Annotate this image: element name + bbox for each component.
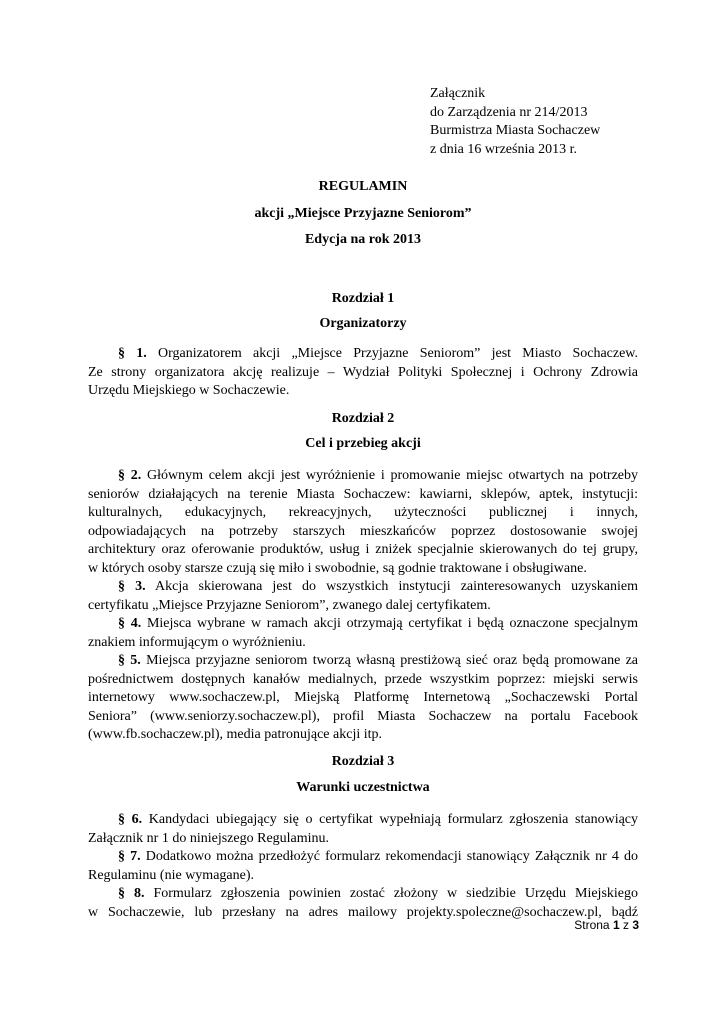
paragraph-8: [88, 885, 638, 922]
document-edition: Edycja na rok 2013: [304, 232, 422, 247]
paragraph-text: architektury oraz oferowanie produktów, usług i zniżek specjalnie skierowanych do tej grupy,: [88, 542, 638, 557]
attachment-line: Załącznik: [430, 86, 486, 101]
paragraph-mark: § 1.: [118, 346, 147, 361]
paragraph-text: Akcja skierowana jest do wszystkich instytucji zainteresowanych uzyskaniem: [155, 579, 638, 594]
paragraph-4: [88, 615, 638, 652]
paragraph-mark: § 3.: [118, 579, 146, 594]
paragraph-text: znakiem informującym o wyróżnieniu.: [88, 634, 306, 650]
paragraph-mark: § 8.: [118, 886, 145, 901]
paragraph-text: pośrednictwem dostępnych kanałów medialnych, przede wszystkim poprzez: miejski serwis: [88, 671, 638, 687]
paragraph-text: Ze strony organizatora akcję realizuje – Wydział Polityki Społecznej i Ochrony Zdrowia: [88, 364, 638, 380]
page-number-total: 3: [632, 918, 639, 932]
chapter-title: Warunki uczestnictwa: [296, 780, 430, 795]
paragraph-text: Formularz zgłoszenia powinien zostać złożony w siedzibie Urzędu Miejskiego: [153, 886, 639, 901]
chapter-number: Rozdział 3: [331, 754, 395, 769]
page-number-separator: z: [622, 918, 629, 932]
paragraph-text: Głównym celem akcji jest wyróżnienie i promowanie miejsc otwartych na potrzeby: [146, 468, 639, 483]
attachment-line: do Zarządzenia nr 214/2013: [430, 104, 588, 120]
page-number: [574, 918, 639, 932]
paragraph-mark: § 2.: [118, 468, 142, 483]
paragraph-5: [88, 652, 638, 745]
paragraph-text: Miejsca przyjazne seniorom tworzą własną prestiżową sieć oraz będą promowane za: [146, 653, 639, 668]
chapter-number: Rozdział 1: [331, 291, 395, 306]
attachment-header: [430, 85, 600, 159]
chapter-number: Rozdział 2: [331, 411, 395, 426]
attachment-line: z dnia 16 września 2013 r.: [430, 141, 577, 157]
paragraph-text: odpowiadających na potrzeby starszych mieszkańców poprzez dostosowanie swojej: [88, 523, 638, 539]
paragraph-mark: § 7.: [118, 849, 141, 864]
page-number-prefix: Strona: [574, 918, 610, 932]
paragraph-text: Organizatorem akcji „Miejsce Przyjazne Seniorom” jest Miasto Sochaczew.: [158, 346, 639, 361]
paragraph-text: Dodatkowo można przedłożyć formularz rekomendacji stanowiący Załącznik nr 4 do: [145, 849, 639, 864]
paragraph-text: Kandydaci ubiegający się o certyfikat wypełniają formularz zgłoszenia stanowiący: [148, 812, 639, 827]
paragraph-text: w Sochaczewie, lub przesłany na adres mailowy projekty.spoleczne@sochaczew.pl, bądź: [88, 904, 638, 920]
paragraph-text: Regulaminu (nie wymagane).: [88, 867, 255, 883]
document-title: REGULAMIN: [318, 179, 408, 194]
paragraph-text: seniorów działających na terenie Miasta Sochaczew: kawiarni, sklepów, aptek, instytucji:: [88, 486, 638, 502]
paragraph-text: Miejsca wybrane w ramach akcji otrzymają certyfikat i będą oznaczone specjalnym: [146, 616, 639, 631]
paragraph-text: certyfikatu „Miejsce Przyjazne Seniorom”, zwanego dalej certyfikatem.: [88, 597, 491, 613]
paragraph-mark: § 5.: [118, 653, 141, 668]
page-number-current: 1: [612, 918, 620, 932]
paragraph-1: [88, 345, 638, 401]
paragraph-3: [88, 578, 638, 615]
paragraph-text: kulturalnych, edukacyjnych, rekreacyjnych, użyteczności publicznej i innych,: [88, 505, 638, 520]
paragraph-6: [88, 811, 638, 848]
chapter-title: Cel i przebieg akcji: [305, 436, 421, 451]
paragraph-7: [88, 848, 638, 885]
paragraph-mark: § 6.: [118, 812, 143, 827]
document-subtitle: akcji „Miejsce Przyjazne Seniorom”: [254, 206, 472, 221]
paragraph-2: [88, 467, 638, 578]
paragraph-text: Załącznik nr 1 do niniejszego Regulaminu.: [88, 830, 330, 846]
attachment-line: Burmistrza Miasta Sochaczew: [430, 123, 601, 138]
paragraph-mark: § 4.: [118, 616, 142, 631]
paragraph-text: (www.fb.sochaczew.pl), media patronujące akcji itp.: [88, 727, 383, 742]
paragraph-text: Seniora” (www.seniorzy.sochaczew.pl), profil Miasta Sochaczew na portalu Facebook: [88, 708, 638, 724]
chapter-title: Organizatorzy: [319, 316, 407, 331]
paragraph-text: Urzędu Miejskiego w Sochaczewie.: [88, 383, 290, 398]
paragraph-text: internetowy www.sochaczew.pl, Miejską Platformę Internetową „Sochaczewski Portal: [88, 690, 638, 705]
paragraph-text: w których osoby starsze czują się miło i swobodnie, są godnie traktowane i obsługiwane.: [88, 560, 587, 576]
